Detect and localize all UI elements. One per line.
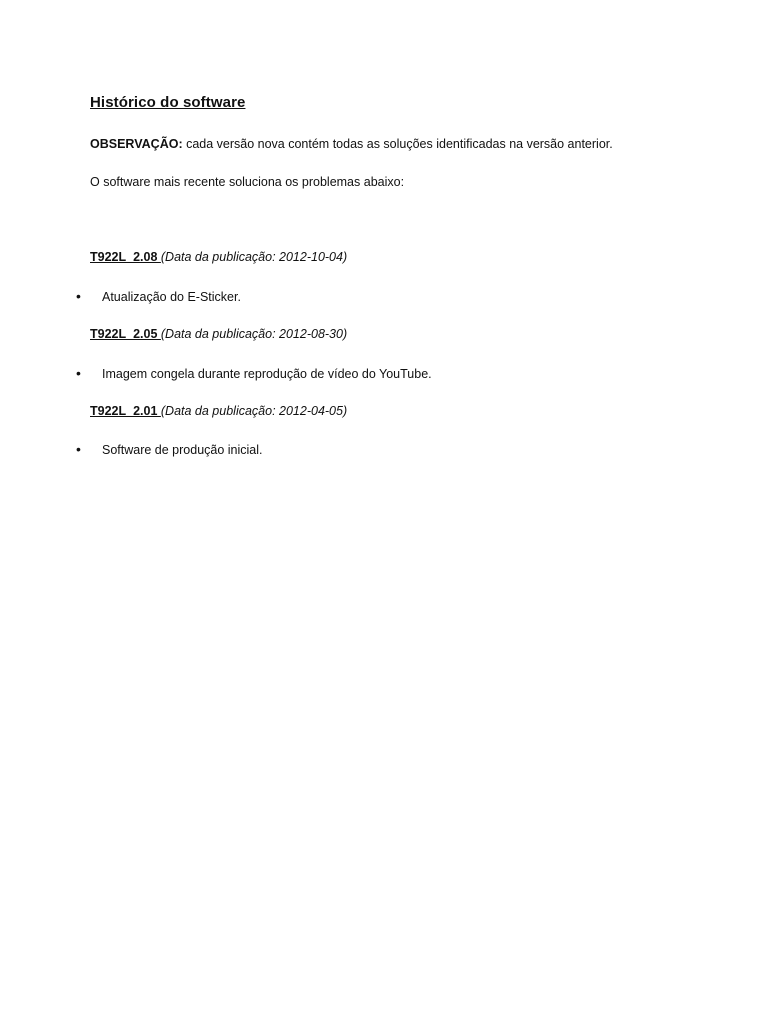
version-id: T922L_2.01 xyxy=(90,404,161,418)
fix-description: Atualização do E-Sticker. xyxy=(102,290,241,304)
list-item xyxy=(76,290,241,304)
version-id: T922L_2.05 xyxy=(90,327,161,341)
version-date: (Data da publicação: 2012-04-05) xyxy=(160,404,348,418)
version-date: (Data da publicação: 2012-08-30) xyxy=(160,327,348,341)
version-date: (Data da publicação: 2012-10-04) xyxy=(160,250,348,264)
observation-label: OBSERVAÇÃO: xyxy=(90,137,183,151)
intro-text: O software mais recente soluciona os problemas abaixo: xyxy=(90,175,405,189)
observation-text: cada versão nova contém todas as soluções identificadas na versão anterior. xyxy=(182,137,613,151)
bullet-icon: • xyxy=(76,288,81,304)
version-entry xyxy=(90,250,347,264)
list-item xyxy=(76,443,263,457)
page-title: Histórico do software xyxy=(90,94,246,111)
version-entry xyxy=(90,404,347,418)
list-item xyxy=(76,367,432,381)
fix-description: Imagem congela durante reprodução de vídeo do YouTube. xyxy=(102,367,432,381)
bullet-icon: • xyxy=(76,441,81,457)
version-id: T922L_2.08 xyxy=(90,250,161,264)
bullet-icon: • xyxy=(76,365,81,381)
fix-description: Software de produção inicial. xyxy=(102,443,263,457)
version-entry xyxy=(90,327,347,341)
observation-note xyxy=(90,137,613,151)
